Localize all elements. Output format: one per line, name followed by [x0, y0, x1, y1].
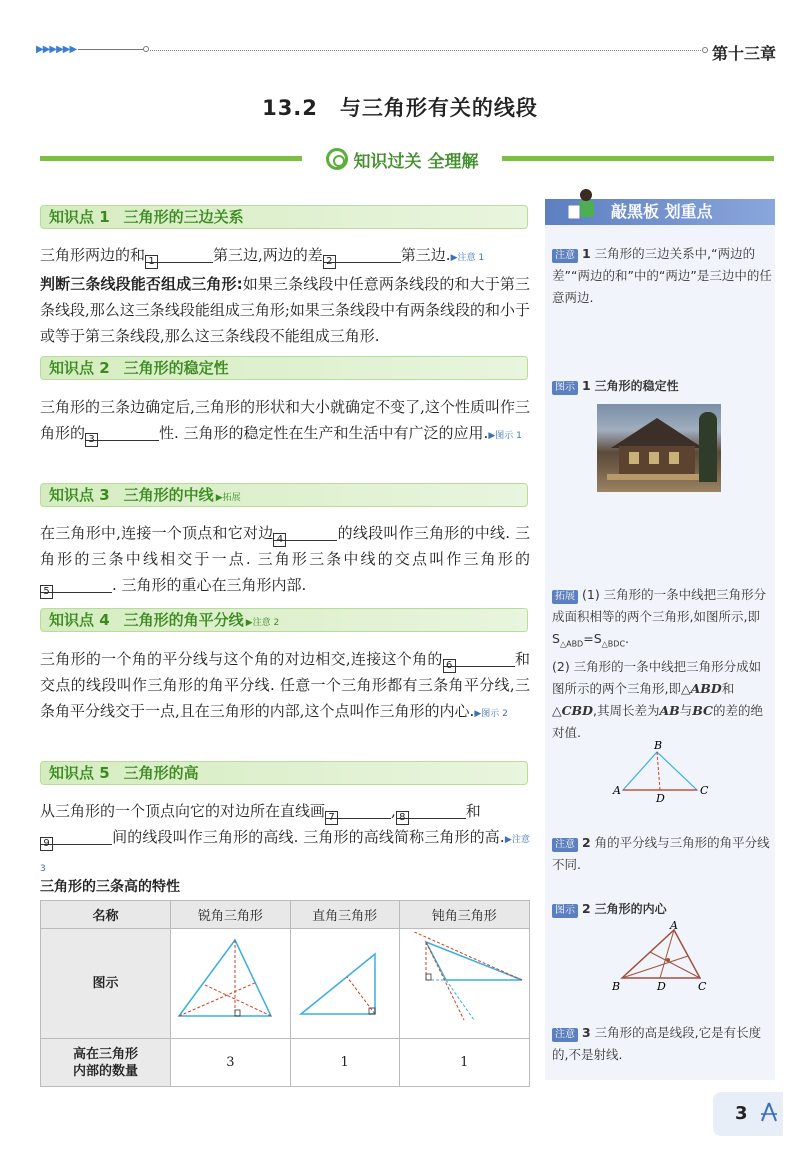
section-banner: [304, 146, 500, 172]
figure-ref-link[interactable]: ▶图示 1: [488, 431, 522, 441]
kp4-label: 知识点 4: [49, 611, 110, 629]
header-arrows-icon: ▶▶▶▶▶▶: [36, 44, 77, 55]
kp4-heading: [40, 608, 528, 632]
table-title: 三角形的三条高的特性: [40, 879, 180, 895]
answer-blank-2[interactable]: [323, 245, 401, 267]
table-header: 直角三角形: [290, 901, 399, 929]
kp5-heading: [40, 761, 528, 785]
answer-blank-5[interactable]: [40, 575, 112, 597]
point-label: D: [657, 980, 666, 993]
math-ab: AB: [659, 702, 680, 718]
blank-number: 6: [443, 659, 456, 673]
figure-tag: [552, 904, 578, 918]
banner-rule-right: [502, 156, 774, 161]
kp4-body: [40, 646, 530, 727]
house-photo: [597, 404, 721, 492]
note-tag: [552, 1028, 578, 1042]
kp5-label: 知识点 5: [49, 764, 110, 782]
extension-text-1: (1) 三角形的一条中线把三角形分成面积相等的两个三角形,如图所示,即 S: [552, 587, 767, 646]
point-label: C: [700, 784, 709, 797]
extension-tag-label: 拓展: [555, 591, 575, 602]
header-dotted-rule: [150, 50, 705, 51]
section-number: 13.2: [262, 96, 318, 120]
kp5-separator: ,: [391, 802, 396, 820]
header-rule: [78, 49, 144, 50]
point-label: B: [654, 740, 663, 752]
note-tag-label: 注意: [555, 250, 575, 261]
kp4-name: 三角形的角平分线: [123, 611, 244, 629]
kp1-name: 三角形的三边关系: [123, 208, 244, 226]
extension-text-3: ,其周长差为: [592, 702, 660, 718]
answer-blank-8[interactable]: [396, 801, 466, 823]
blank-number: 9: [40, 837, 53, 851]
note-ref-link[interactable]: ▶注意 2: [245, 618, 280, 628]
answer-blank-6[interactable]: [443, 649, 515, 671]
extension-text-4: 的差的绝对值.: [552, 702, 763, 740]
kp2-name: 三角形的稳定性: [123, 359, 229, 377]
kp3-label: 知识点 3: [49, 486, 110, 504]
note-number: 3: [581, 1025, 591, 1040]
table-header: 钝角三角形: [399, 901, 529, 929]
note-ref-link[interactable]: ▶注意 1: [450, 253, 485, 263]
figure-number: 2: [581, 901, 591, 916]
point-label: B: [612, 980, 621, 993]
kp5-text-b: 间的线段叫作三角形的高线. 三角形的高线简称三角形的高.: [112, 828, 505, 846]
extension-and: 和: [721, 680, 735, 696]
kp3-body: [40, 520, 530, 598]
kp5-name: 三角形的高: [123, 764, 199, 782]
sidebar-figure-1: [552, 375, 772, 397]
table-cell: 1: [290, 1039, 399, 1087]
kp3-text-a: 在三角形中,连接一个顶点和它对边: [40, 524, 274, 542]
table-row-label: [41, 1039, 171, 1087]
note-ref-link[interactable]: ▶注意 3: [40, 835, 531, 874]
sidebar-extension: [552, 584, 772, 744]
kp1-body: [40, 242, 530, 349]
sidebar-heading: 敲黑板 划重点: [545, 199, 775, 225]
altitude-table: [40, 900, 530, 1087]
kp2-text-b: 性. 三角形的稳定性在生产和生活中有广泛的应用.: [159, 424, 489, 442]
kp1-label: 知识点 1: [49, 208, 110, 226]
kp2-label: 知识点 2: [49, 359, 110, 377]
point-label: A: [613, 784, 621, 797]
kp5-and: 和: [465, 802, 481, 820]
figure-tag-label: 图示: [555, 905, 575, 916]
obtuse-triangle-figure: [399, 929, 529, 1039]
blank-number: 5: [40, 585, 53, 599]
note-text: 三角形的高是线段,它是有长度的,不是射线.: [552, 1025, 762, 1062]
kp1-text-b: 第三边,两边的差: [213, 246, 323, 264]
banner-text: 知识过关 全理解: [353, 151, 479, 172]
math-abd: △ABD: [680, 680, 722, 696]
point-label: A: [670, 920, 678, 932]
kp3-heading: [40, 483, 528, 507]
spiral-icon: [326, 148, 348, 170]
compass-icon: [758, 1101, 780, 1123]
math-bc: BC: [692, 702, 713, 718]
extension-ref-link[interactable]: ▶拓展: [215, 493, 241, 503]
sidebar-figure-2: [552, 898, 772, 920]
extension-text-2: (2) 三角形的一条中线把三角形分成如图所示的两个三角形,即: [552, 658, 762, 696]
note-number: 1: [581, 246, 591, 261]
figure-number: 1: [581, 378, 591, 393]
extension-tag: [552, 590, 578, 604]
incenter-triangle-figure: [608, 920, 718, 994]
math-cbd: △CBD: [552, 702, 593, 718]
kp2-heading: [40, 356, 528, 380]
extension-eq: =S: [583, 631, 602, 646]
note-text: 三角形的三边关系中,“两边的差”“两边的和”中的“两边”是三边中的任意两边.: [552, 246, 772, 305]
sidebar-note-1: [552, 243, 772, 309]
figure-tag-label: 图示: [555, 382, 575, 393]
kp4-text-a: 三角形的一个角的平分线与这个角的对边相交,连接这个角的: [40, 650, 443, 668]
blank-number: 2: [323, 255, 336, 269]
chapter-label: 第十三章: [712, 44, 777, 63]
figure-title: 三角形的稳定性: [594, 379, 679, 393]
note-tag: [552, 838, 578, 852]
kp1-heading: [40, 205, 528, 229]
kp1-text-d: 如果三条线段中任意两条线段的和大于第三条线段,那么这三条线段能组成三角形;如果三条线段中有两条线段的和小于或等于第三条线段,那么这三条线段不能组成三角形.: [40, 275, 530, 345]
blank-number: 8: [396, 811, 409, 825]
kp3-text-b: 的线段叫作三角形的中线. 三角形的三条中线相交于一点. 三角形三条中线的交点叫作三角形的: [40, 524, 530, 568]
answer-blank-3[interactable]: [85, 423, 159, 445]
kp4-text-b: 和交点的线段叫作三角形的角平分线. 任意一个三角形都有三条角平分线,三条角平分线交于一点,且在三角形的内部,这个点叫作三角形的内心.: [40, 650, 530, 720]
kp1-text-a: 三角形两边的和: [40, 246, 146, 264]
figure-title: 三角形的内心: [594, 902, 667, 916]
page-number: [713, 1092, 783, 1136]
blank-number: 7: [325, 811, 338, 825]
acute-triangle-figure: [171, 929, 291, 1039]
kp1-bold-lead: 判断三条线段能否组成三角形:: [40, 275, 243, 293]
banner-rule-left: [40, 156, 302, 161]
page-number-text: 3: [735, 1103, 748, 1124]
header-dot: [702, 47, 708, 53]
table-header: 锐角三角形: [171, 901, 291, 929]
figure-ref-link[interactable]: ▶图示 2: [474, 709, 508, 719]
section-title: [0, 92, 800, 122]
teacher-icon: [566, 187, 602, 225]
table-cell: 3: [171, 1039, 291, 1087]
table-header: 名称: [41, 901, 171, 929]
answer-blank-9[interactable]: [40, 827, 112, 849]
kp3-name: 三角形的中线: [123, 486, 214, 504]
header-dot: [143, 46, 149, 52]
row-label-line2: 内部的数量: [72, 1063, 138, 1079]
note-number: 2: [581, 835, 591, 850]
kp3-text-c: . 三角形的重心在三角形内部.: [112, 576, 307, 594]
extension-end: .: [625, 631, 630, 646]
kp5-body: [40, 798, 530, 882]
table-row-label: 图示: [41, 929, 171, 1039]
row-label-line1: 高在三角形: [72, 1046, 138, 1062]
subscript: △ABD: [559, 639, 584, 649]
answer-blank-1[interactable]: [145, 245, 213, 267]
point-label: D: [656, 792, 665, 805]
median-triangle-figure: [605, 740, 715, 806]
blank-number: 4: [273, 533, 286, 547]
section-title-text: 与三角形有关的线段: [339, 96, 538, 120]
note-tag-label: 注意: [555, 1029, 575, 1040]
kp2-body: [40, 394, 530, 449]
right-triangle-figure: [290, 929, 399, 1039]
kp2-text-a: 三角形的三条边确定后,三角形的形状和大小就确定不变了,这个性质叫作三角形的: [40, 398, 530, 442]
answer-blank-7[interactable]: [325, 801, 391, 823]
note-text: 角的平分线与三角形的角平分线不同.: [552, 835, 770, 872]
answer-blank-4[interactable]: [273, 523, 337, 545]
note-tag: [552, 249, 578, 263]
subscript: △BDC: [601, 639, 626, 649]
blank-number: 1: [145, 255, 158, 269]
point-label: C: [698, 980, 707, 993]
note-tag-label: 注意: [555, 839, 575, 850]
sidebar-note-2: [552, 832, 772, 876]
blank-number: 3: [85, 433, 98, 447]
kp5-text-a: 从三角形的一个顶点向它的对边所在直线画: [40, 802, 326, 820]
sidebar-note-3: [552, 1022, 772, 1066]
figure-tag: [552, 381, 578, 395]
kp1-text-c: 第三边.: [400, 246, 451, 264]
extension-with: 与: [679, 702, 693, 718]
table-cell: 1: [399, 1039, 529, 1087]
